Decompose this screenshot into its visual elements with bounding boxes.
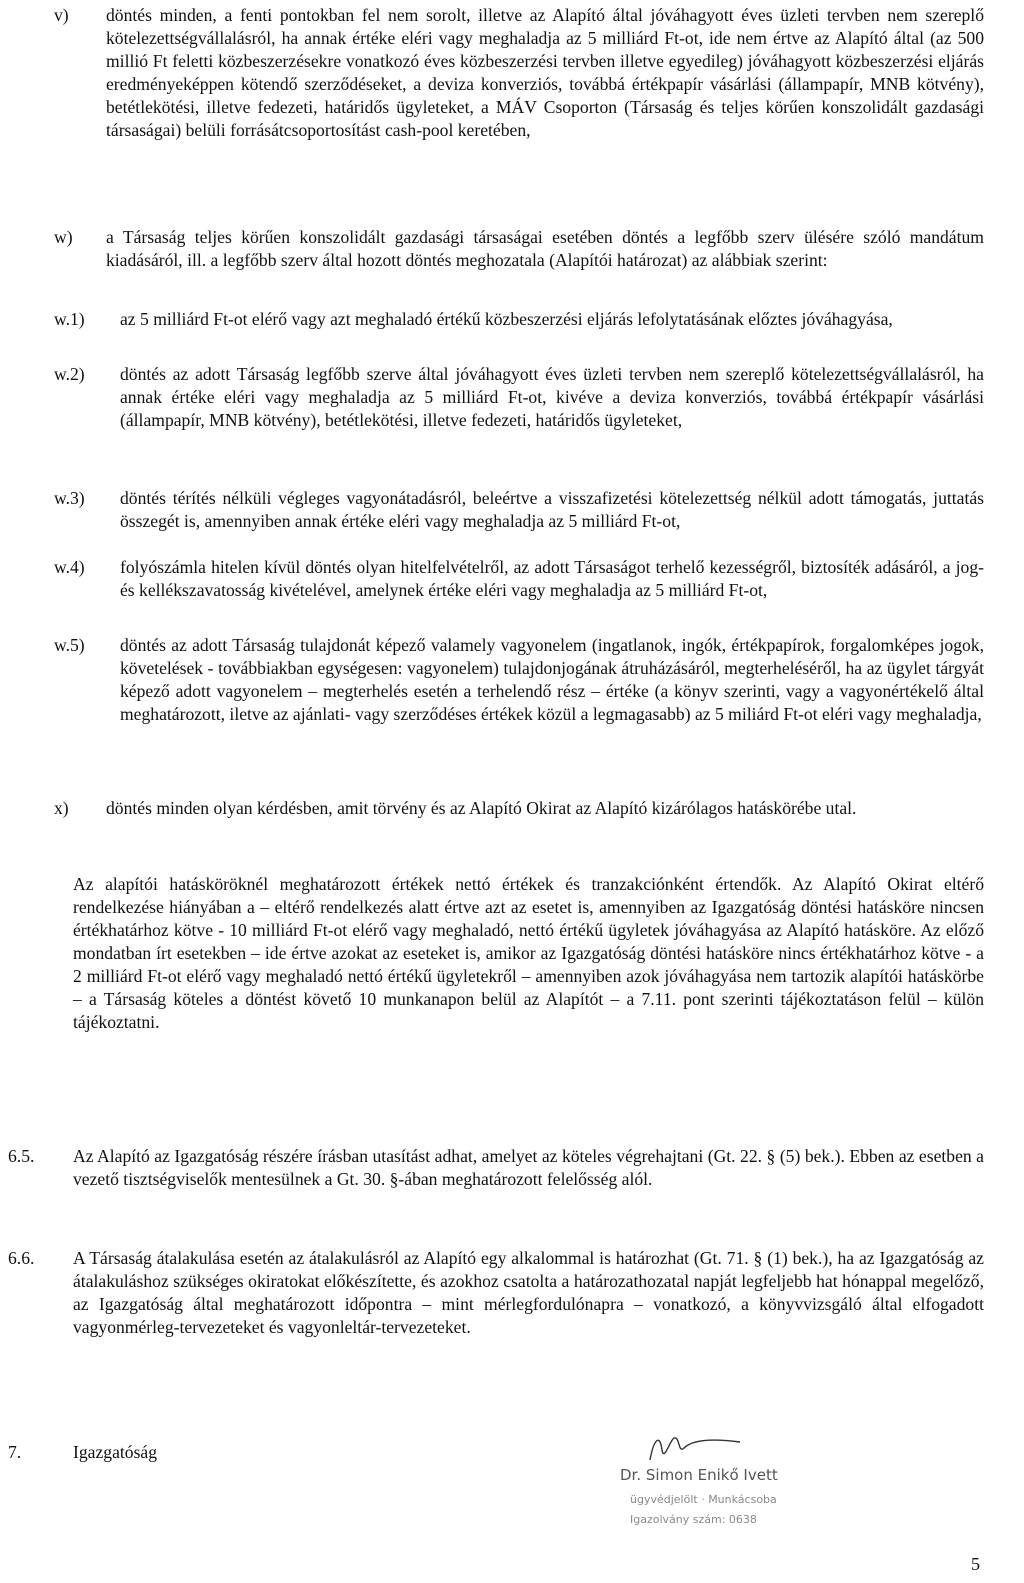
item-label: w.4)	[54, 557, 85, 577]
section-6-6	[8, 1247, 984, 1339]
list-item-w1	[54, 308, 984, 331]
page-number: 5	[971, 1554, 980, 1574]
list-item-w5	[54, 634, 984, 726]
section-text: Az Alapító az Igazgatóság részére írásban utasítást adhat, amelyet az köteles végrehajtani (Gt. 22. § (5) bek.). Ebben az esetben a vezető tisztségviselők mentesülnek a Gt. 30. §-ában meghatározott felelősség alól.	[73, 1146, 984, 1189]
signature-stamp	[620, 1428, 910, 1548]
list-item-w3	[54, 487, 984, 533]
heading-number: 7.	[8, 1442, 22, 1462]
list-item-w	[54, 226, 984, 272]
item-label: w.1)	[54, 309, 85, 329]
list-item-w4	[54, 556, 984, 602]
item-text: az 5 milliárd Ft-ot elérő vagy azt meghaladó értékű közbeszerzési eljárás lefolytatásának előztes jóváhagyása,	[120, 309, 893, 329]
item-text: döntés minden, a fenti pontokban fel nem sorolt, illetve az Alapító által jóváhagyott éves üzleti tervben nem szereplő kötelezettségvállalásról, ha annak értéke eléri vagy meghaladja az 5 milliárd Ft-ot, ide nem értve az Alapító által (az 500 millió Ft feletti közbeszerzésekre vonatkozó éves közbeszerzési tervben illetve egyedileg) jóváhagyott közbeszerzési eljárás eredményeképpen kötendő szerződéseket, a deviza konverziós, továbbá értékpapír vásárlási (állampapír, MNB kötvény), betétlekötési, illetve fedezeti, határidős ügyleteket, a MÁV Csoporton (Társaság és teljes körűen konszolidált gazdasági társaságai) belüli forrásátcsoportosítást cash-pool keretében,	[106, 5, 984, 140]
item-text: döntés minden olyan kérdésben, amit törvény és az Alapító Okirat az Alapító kizárólagos hatáskörébe utal.	[106, 798, 857, 818]
section-number: 6.5.	[8, 1146, 35, 1166]
section-number: 6.6.	[8, 1248, 35, 1268]
list-item-v	[54, 4, 984, 142]
item-text: a Társaság teljes körűen konszolidált gazdasági társaságai esetében döntés a legfőbb szerv ülésére szóló mandátum kiadásáról, ill. a legfőbb szerv által hozott döntés meghozatala (Alapítói határozat) az alábbiak szerint:	[106, 227, 984, 270]
list-item-x	[54, 797, 984, 820]
heading-title: Igazgatóság	[73, 1442, 158, 1462]
item-text: folyószámla hitelen kívül döntés olyan hitelfelvételről, az adott Társaságot terhelő kezességről, biztosíték adásáról, a jog- és kellékszavatosság kivételével, amelynek értéke eléri vagy meghaladja az 5 milliárd Ft-ot,	[120, 557, 984, 600]
signature-mark	[640, 1428, 760, 1468]
item-label: w.3)	[54, 488, 85, 508]
item-text: döntés az adott Társaság tulajdonát képező valamely vagyonelem (ingatlanok, ingók, értékpapírok, forgalomképes jogok, követelések - továbbiakban egységesen: vagyonelem) tulajdonjogának átruházásáról, megterheléséről, ha az ügylet tárgyát képező adott vagyonelem – megterhelés esetén a terhelendő rész – értéke (a könyv szerinti, vagy a vagyonértékelő által meghatározott, iletve az ajánlati- vagy szerződéses értékek közül a legmagasabb) az 5 miliárd Ft-ot eléri vagy meghaladja,	[120, 635, 984, 724]
item-text: döntés az adott Társaság legfőbb szerve által jóváhagyott éves üzleti tervben nem szereplő kötelezettségvállalásról, ha annak értéke eléri vagy meghaladja az 5 milliárd Ft-ot, kivéve a deviza konverziós, továbbá értékpapír vásárlási (állampapír, MNB kötvény), betétlekötési, illetve fedezeti, határidős ügyleteket,	[120, 364, 984, 430]
item-label: w.5)	[54, 635, 85, 655]
item-text: döntés térítés nélküli végleges vagyonátadásról, beleértve a visszafizetési kötelezettség nélkül adott támogatás, juttatás összegét is, amennyiben annak értéke eléri vagy meghaladja az 5 milliárd Ft-ot,	[120, 488, 984, 531]
section-6-5	[8, 1145, 984, 1191]
body-paragraph: Az alapítói hatásköröknél meghatározott értékek nettó értékek és tranzakciónként értendők. Az Alapító Okirat eltérő rendelkezése hiányában a – eltérő rendelkezés alatt értve azt az esetet is, amennyiben az Igazgatóság döntési hatásköre nincsen értékhatárhoz kötve - 10 milliárd Ft-ot elérő vagy meghaladó, nettó értékű ügyletek jóváhagyása az Alapító hatásköre. Az előző mondatban írt esetekben – ide értve azokat az eseteket is, amikor az Igazgatóság döntési hatásköre nincs értékhatárhoz kötve - a 2 milliárd Ft-ot elérő vagy meghaladó nettó értékű ügyletekről – amennyiben azok jóváhagyása nem tartozik alapítói hatáskörbe – a Társaság köteles a döntést követő 10 munkanapon belül az Alapítót – a 7.11. pont szerinti tájékoztatáson felül – külön tájékoztatni.	[73, 874, 984, 1032]
item-label: v)	[54, 5, 69, 25]
stamp-name: Dr. Simon Enikő Ivett	[620, 1466, 778, 1484]
item-label: x)	[54, 798, 69, 818]
list-item-w2	[54, 363, 984, 432]
stamp-role: ügyvédjelölt · Munkácsoba	[630, 1493, 777, 1506]
item-label: w.2)	[54, 364, 85, 384]
item-label: w)	[54, 227, 73, 247]
stamp-id: Igazolvány szám: 0638	[630, 1513, 757, 1526]
section-text: A Társaság átalakulása esetén az átalakulásról az Alapító egy alkalommal is határozhat (Gt. 71. § (1) bek.), ha az Igazgatóság az átalakuláshoz szükséges okiratokat előkészítette, és azokhoz csatolta a határozathozatal napját legfeljebb hat hónappal megelőző, az Igazgatóság által meghatározott időpontra – mint mérlegfordulónapra – vonatkozó, a könyvvizsgáló által elfogadott vagyonmérleg-tervezeteket és vagyonleltár-tervezeteket.	[73, 1248, 984, 1337]
